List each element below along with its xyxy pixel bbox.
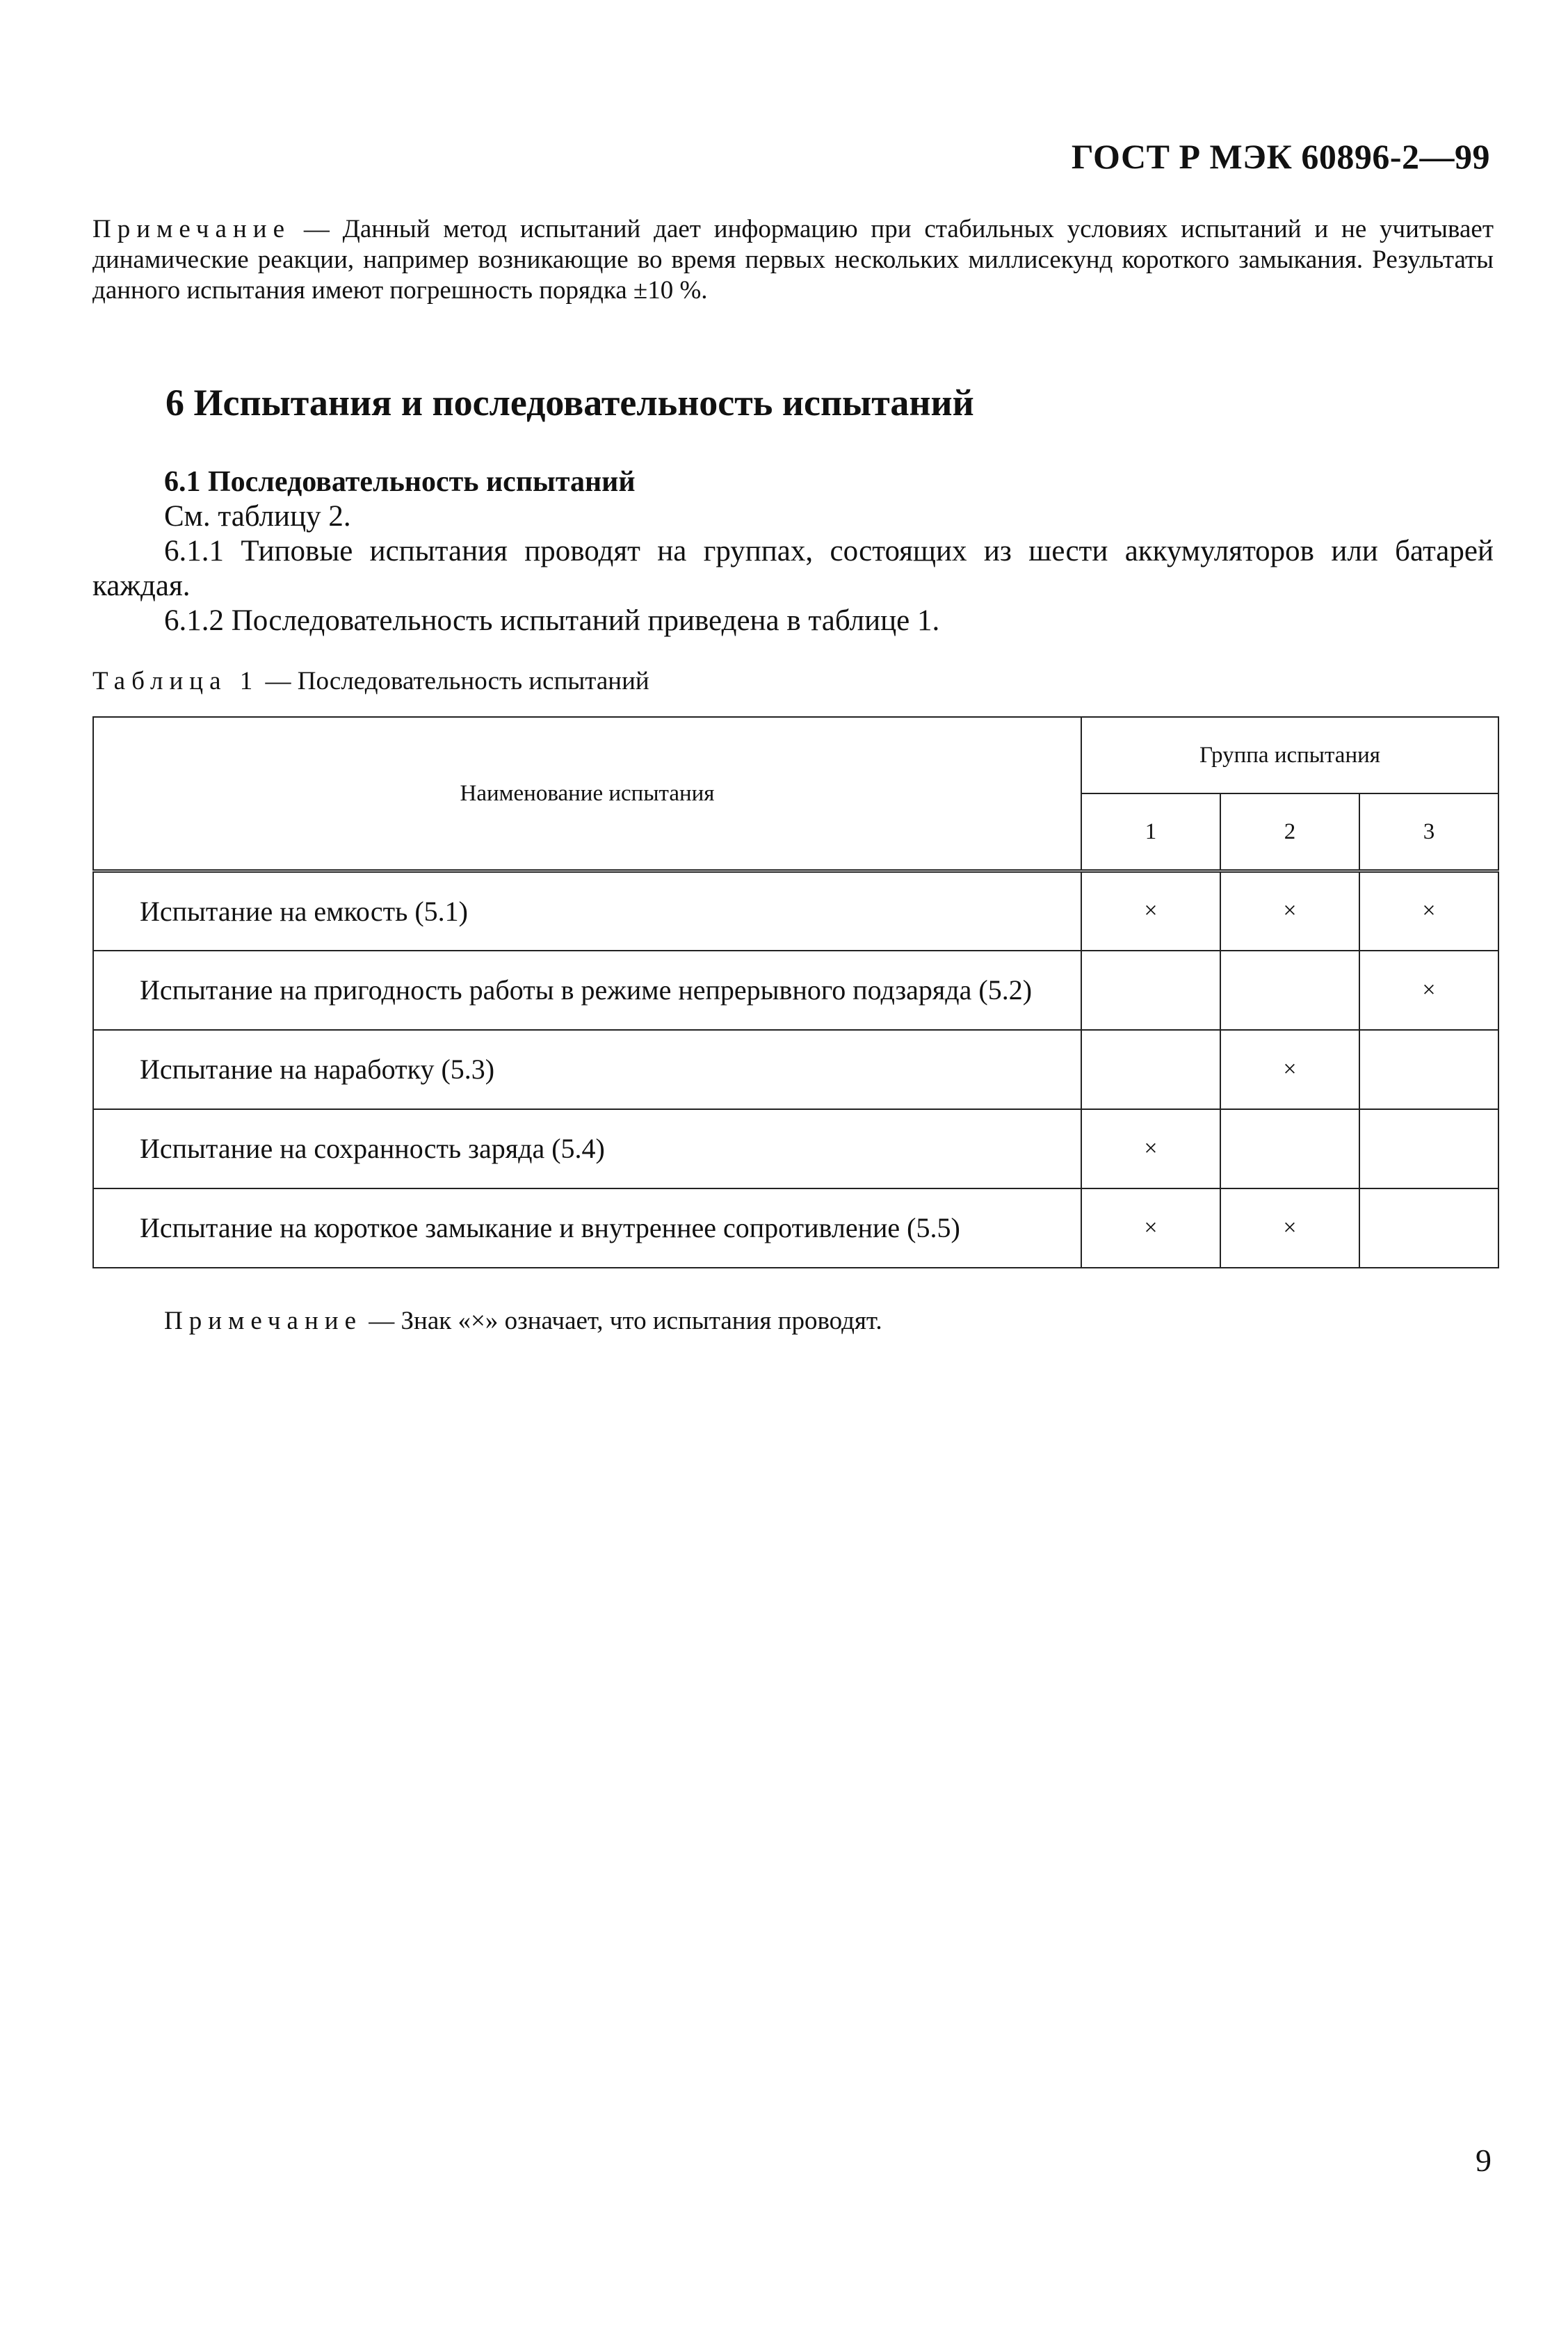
group-3-mark: [1359, 1030, 1498, 1109]
note-top-text: — Данный метод испытаний дает информацию при стабильных условиях испытаний и не учитывает динамические реакции, например возникающие во время первых нескольких миллисекунд короткого замыкания. Результаты данного испытания имеют погрешность порядка ±10 %.: [92, 215, 1494, 305]
test-name-cell: Испытание на пригодность работы в режиме непрерывного подзаряда (5.2): [93, 951, 1081, 1030]
test-name-cell: Испытание на наработку (5.3): [93, 1030, 1081, 1109]
table-row: [93, 951, 1498, 1030]
header-group-1: 1: [1081, 793, 1220, 871]
group-1-mark: ×: [1081, 1109, 1220, 1188]
table-caption: [92, 666, 649, 696]
test-name-cell: Испытание на емкость (5.1): [93, 871, 1081, 951]
group-1-mark: ×: [1081, 871, 1220, 951]
group-1-mark: [1081, 951, 1220, 1030]
test-sequence-table-wrapper: [92, 716, 1498, 1268]
table-caption-label: Таблица 1: [92, 667, 259, 695]
note-bottom-text: — Знак «×» означает, что испытания проводят.: [362, 1307, 882, 1335]
table-row: [93, 1188, 1498, 1268]
subsection-heading: 6.1 Последовательность испытаний: [164, 466, 636, 498]
group-2-mark: [1220, 1109, 1359, 1188]
group-3-mark: [1359, 1188, 1498, 1268]
group-2-mark: [1220, 951, 1359, 1030]
note-bottom: [164, 1306, 882, 1336]
table-header-row: [93, 717, 1498, 793]
note-bottom-label: Примечание: [164, 1307, 362, 1335]
section-heading: 6 Испытания и последовательность испытаний: [165, 382, 974, 424]
note-top: [92, 214, 1494, 306]
table-row: [93, 871, 1498, 951]
table-row: [93, 1109, 1498, 1188]
note-top-label: Примечание: [92, 215, 291, 243]
group-3-mark: ×: [1359, 871, 1498, 951]
see-table-reference: См. таблицу 2.: [164, 500, 351, 533]
group-2-mark: ×: [1220, 871, 1359, 951]
group-3-mark: ×: [1359, 951, 1498, 1030]
document-code: ГОСТ Р МЭК 60896-2—99: [1071, 137, 1490, 176]
test-name-cell: Испытание на короткое замыкание и внутреннее сопротивление (5.5): [93, 1188, 1081, 1268]
header-test-group: Группа испытания: [1081, 717, 1498, 793]
table-row: [93, 1030, 1498, 1109]
paragraph-6-1-2: 6.1.2 Последовательность испытаний приведена в таблице 1.: [164, 604, 940, 637]
group-3-mark: [1359, 1109, 1498, 1188]
header-test-name: Наименование испытания: [93, 717, 1081, 871]
paragraph-6-1-1: 6.1.1 Типовые испытания проводят на группах, состоящих из шести аккумуляторов или батарей каждая.: [92, 535, 1494, 602]
page-number: 9: [1476, 2143, 1492, 2178]
group-1-mark: ×: [1081, 1188, 1220, 1268]
header-group-3: 3: [1359, 793, 1498, 871]
group-2-mark: ×: [1220, 1030, 1359, 1109]
table-caption-text: — Последовательность испытаний: [259, 667, 649, 695]
test-sequence-table: [92, 716, 1499, 1268]
header-group-2: 2: [1220, 793, 1359, 871]
test-name-cell: Испытание на сохранность заряда (5.4): [93, 1109, 1081, 1188]
group-2-mark: ×: [1220, 1188, 1359, 1268]
group-1-mark: [1081, 1030, 1220, 1109]
